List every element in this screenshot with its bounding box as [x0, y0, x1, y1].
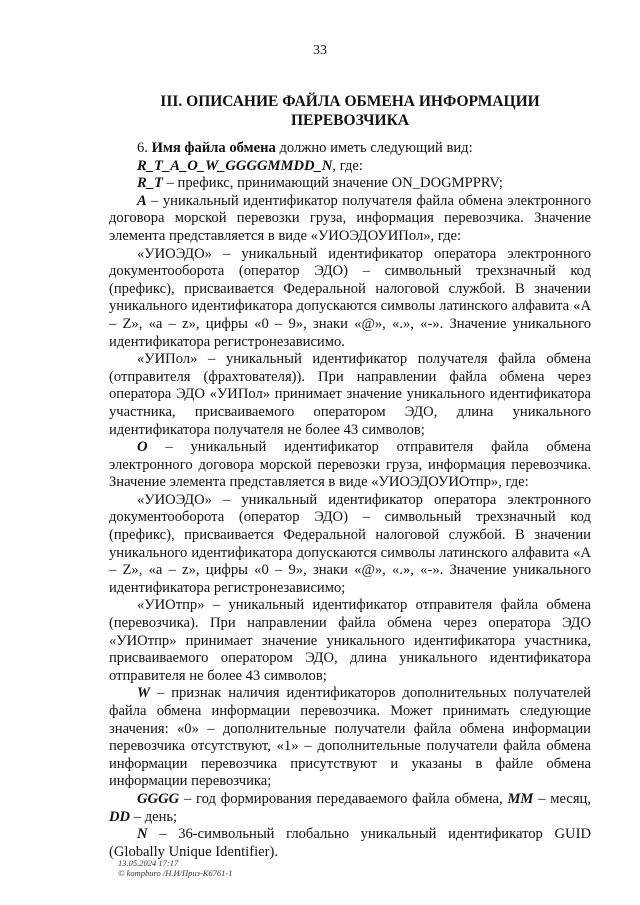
- page-number: 33: [313, 43, 327, 58]
- paragraph-uioedo-recipient: «УИОЭДО» – уникальный идентификатор оператора электронного документооборота (оператор ЭДО) – символьный трехзначный код (префикс), присваивается Федеральной налоговой службой. В значении уникального идентификатора допускаются символы латинского алфавита «A – Z», «a – z», цифры «0 – 9», знаки «@», «.», «-». Значение уникального идентификатора регистронезависимо.: [109, 245, 591, 350]
- paragraph-n: [109, 826, 591, 861]
- paragraph-w: [109, 685, 591, 791]
- code-w: W: [137, 685, 150, 702]
- footer-timestamp: 13.05.2024 17:17: [118, 858, 179, 868]
- section-title-line-2: ПЕРЕВОЗЧИКА: [290, 112, 410, 129]
- document-footer: [118, 858, 233, 878]
- section-title-line-1: III. ОПИСАНИЕ ФАЙЛА ОБМЕНА ИНФОРМАЦИИ: [160, 93, 540, 110]
- paragraph-file-name: [109, 140, 591, 158]
- paragraph-uiotpr: «УИОтпр» – уникальный идентификатор отправителя файла обмена (перевозчика). При направлении файла обмена через оператора ЭДО «УИОтпр» принимает значение уникального идентификатора участника, присваиваемого оператором ЭДО, длина уникального идентификатора отправителя не более 43 символов;: [109, 597, 591, 684]
- file-name-format: R_T_A_O_W_GGGGMMDD_N: [137, 157, 333, 174]
- paragraph-uioedo-sender: «УИОЭДО» – уникальный идентификатор оператора электронного документооборота (оператор ЭДО) – символьный трехзначный код (префикс), присваивается Федеральной налоговой службой. В значении уникального идентификатора допускаются символы латинского алфавита «A – Z», «a – z», цифры «0 – 9», знаки «@», «.», «-». Значение уникального идентификатора регистронезависимо;: [109, 491, 591, 596]
- document-body: [109, 140, 591, 861]
- paragraph-text: – префикс, принимающий значение ON_DOGMPPRV;: [162, 175, 503, 192]
- code-a: A: [137, 192, 147, 209]
- paragraph-text: – признак наличия идентификаторов дополнительных получателей файла обмена информации перевозчика. Может принимать следующие значения: «0» – дополнительные получатели файла обмена информации перевозчика отсутствуют, «1» – дополнительные получатели файла обмена информации перевозчика присутствуют и указаны в файле обмена информации перевозчика;: [109, 685, 591, 790]
- code-n: N: [137, 826, 148, 843]
- item-number: 6.: [137, 140, 152, 156]
- paragraph-format: [109, 158, 591, 176]
- paragraph-text: – год формирования передаваемого файла обмена,: [179, 790, 508, 807]
- paragraph-o: [109, 439, 591, 492]
- code-gggg: GGGG: [137, 790, 180, 807]
- paragraph-date: [109, 791, 591, 826]
- paragraph-text: – день;: [130, 808, 178, 825]
- code-dd: DD: [109, 808, 131, 825]
- code-r-t: R_T: [137, 175, 163, 192]
- paragraph-text: – уникальный идентификатор отправителя файла обмена электронного договора морской перевозки груза, информация перевозчика. Значение элемента представляется в виде «УИОЭДОУИОтпр», где:: [109, 439, 591, 491]
- paragraph-text: , где:: [332, 157, 363, 174]
- footer-reference: © kompburo /Н.И/Приз-К6761-1: [118, 868, 233, 878]
- paragraph-prefix: [109, 175, 591, 193]
- paragraph-text: должно иметь следующий вид:: [275, 140, 473, 156]
- paragraph-text: – месяц,: [533, 790, 591, 807]
- paragraph-a: [109, 193, 591, 246]
- paragraph-uipol: «УИПол» – уникальный идентификатор получателя файла обмена (отправителя (фрахтователя)). При направлении файла обмена через оператора ЭДО «УИПол» принимает значение уникального идентификатора участника, присваиваемого оператором ЭДО, длина уникального идентификатора получателя не более 43 символов;: [109, 351, 591, 438]
- code-o: O: [137, 439, 148, 456]
- section-title: [100, 92, 600, 130]
- term-file-name: Имя файла обмена: [151, 140, 276, 156]
- code-mm: MM: [507, 790, 534, 807]
- paragraph-text: – 36-символьный глобально уникальный идентификатор GUID (Globally Unique Identifier).: [109, 826, 591, 860]
- paragraph-text: – уникальный идентификатор получателя файла обмена электронного договора морской перевозки груза, информация перевозчика. Значение элемента представляется в виде «УИОЭДОУИПол», где:: [109, 192, 591, 244]
